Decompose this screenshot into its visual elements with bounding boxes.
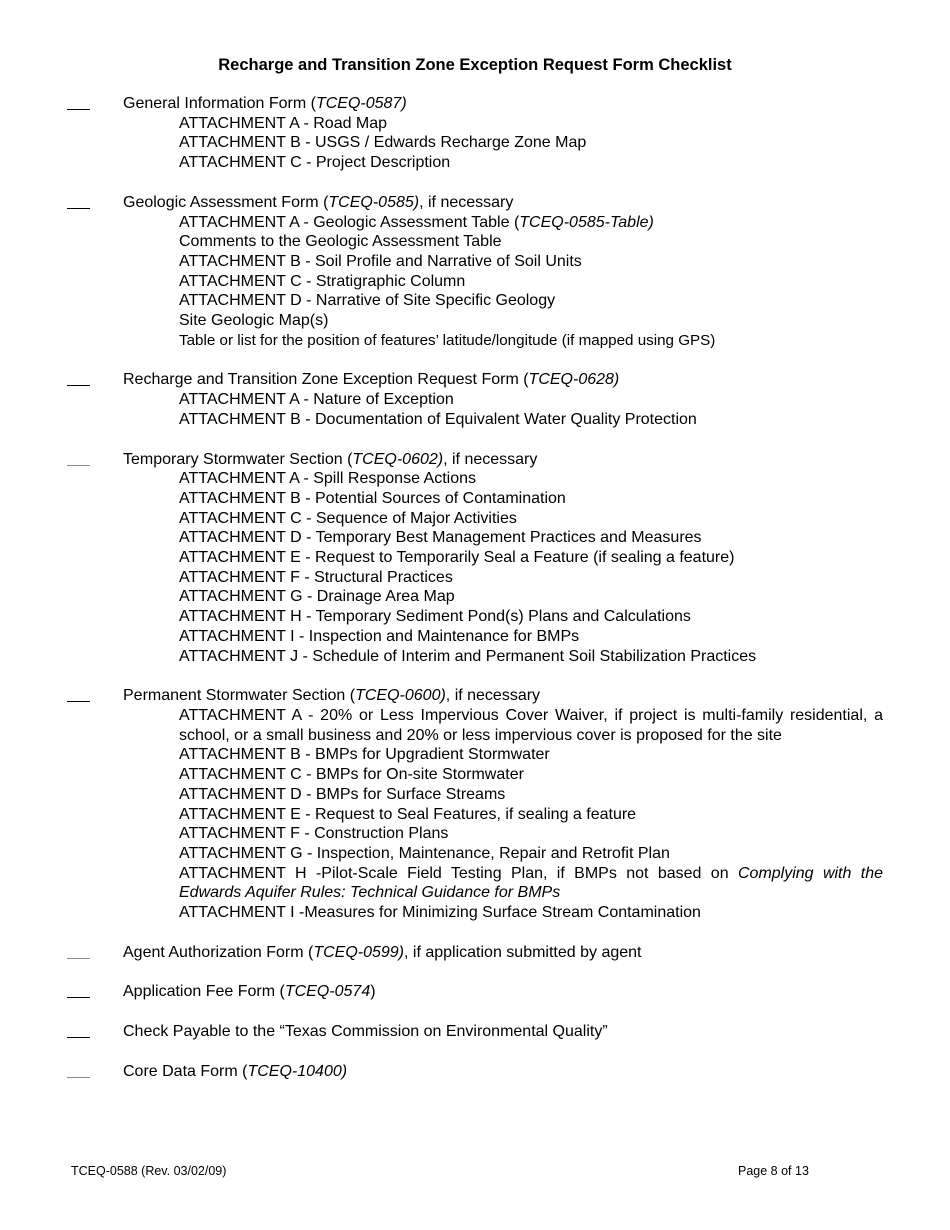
checklist-section: [0, 982, 950, 1002]
attachment-item: ATTACHMENT J - Schedule of Interim and Permanent Soil Stabilization Practices: [179, 647, 757, 665]
attachment-item: ATTACHMENT C - Project Description: [179, 154, 451, 172]
checkbox-line[interactable]: [67, 958, 90, 959]
attachment-item: ATTACHMENT C - BMPs for On-site Stormwater: [179, 766, 524, 784]
attachment-item: ATTACHMENT F - Construction Plans: [179, 825, 449, 843]
section-heading: Check Payable to the “Texas Commission on Environmental Quality”: [123, 1023, 608, 1041]
checkbox-line[interactable]: [67, 997, 90, 998]
attachment-item: ATTACHMENT B - BMPs for Upgradient Stormwater: [179, 746, 550, 764]
attachment-item: ATTACHMENT H - Temporary Sediment Pond(s) Plans and Calculations: [179, 608, 691, 626]
section-heading: Geologic Assessment Form (TCEQ-0585), if necessary: [123, 193, 514, 211]
section-heading: Recharge and Transition Zone Exception Request Form (TCEQ-0628): [123, 371, 620, 389]
attachment-item: ATTACHMENT D - Narrative of Site Specific Geology: [179, 292, 556, 310]
checkbox-line[interactable]: [67, 208, 90, 209]
page-title: Recharge and Transition Zone Exception Request Form Checklist: [218, 56, 732, 74]
section-heading: Permanent Stormwater Section (TCEQ-0600), if necessary: [123, 687, 541, 705]
section-heading: General Information Form (TCEQ-0587): [123, 95, 407, 112]
checklist-section: [0, 686, 950, 922]
attachment-item: ATTACHMENT I -Measures for Minimizing Surface Stream Contamination: [179, 904, 701, 922]
attachment-list: [179, 213, 883, 351]
checklist-section: [0, 193, 950, 351]
checkbox-line[interactable]: [67, 465, 90, 466]
attachment-item: ATTACHMENT E - Request to Temporarily Seal a Feature (if sealing a feature): [179, 549, 735, 567]
attachment-item: ATTACHMENT D - Temporary Best Management Practices and Measures: [179, 529, 702, 547]
attachment-item: ATTACHMENT A - Road Map: [179, 114, 388, 132]
checklist-section: [0, 94, 950, 173]
attachment-item: ATTACHMENT B - Soil Profile and Narrative of Soil Units: [179, 252, 582, 270]
attachment-item: ATTACHMENT B - USGS / Edwards Recharge Zone Map: [179, 134, 587, 152]
attachment-item: ATTACHMENT F - Structural Practices: [179, 568, 453, 586]
footer-form-id: TCEQ-0588 (Rev. 03/02/09): [71, 1164, 227, 1178]
checklist-section: [0, 943, 950, 963]
attachment-item: ATTACHMENT G - Inspection, Maintenance, Repair and Retrofit Plan: [179, 844, 670, 862]
checklist-section: [0, 370, 950, 429]
attachment-item: ATTACHMENT I - Inspection and Maintenance for BMPs: [179, 627, 580, 645]
attachment-item: Site Geologic Map(s): [179, 312, 329, 330]
attachment-item: ATTACHMENT A - Nature of Exception: [179, 391, 454, 409]
checkbox-line[interactable]: [67, 109, 90, 110]
attachment-item: ATTACHMENT H -Pilot-Scale Field Testing Plan, if BMPs not based on Complying with the Edwards Aquifer Rules: Technical Guidance for BMPs: [179, 864, 884, 902]
footer-page-number: Page 8 of 13: [738, 1164, 809, 1178]
attachment-item: ATTACHMENT C - Stratigraphic Column: [179, 272, 466, 290]
attachment-item: Table or list for the position of features’ latitude/longitude (if mapped using GPS): [179, 331, 716, 349]
attachment-list: [179, 706, 883, 923]
attachment-item: ATTACHMENT D - BMPs for Surface Streams: [179, 785, 506, 803]
attachment-item: ATTACHMENT B - Potential Sources of Contamination: [179, 489, 566, 507]
attachment-item: ATTACHMENT E - Request to Seal Features, if sealing a feature: [179, 805, 637, 823]
attachment-item: ATTACHMENT A - Geologic Assessment Table (TCEQ-0585-Table): [179, 213, 654, 231]
section-heading: Application Fee Form (TCEQ-0574): [123, 983, 376, 1001]
attachment-item: Comments to the Geologic Assessment Table: [179, 233, 502, 251]
checklist: [0, 94, 950, 1102]
section-heading: Temporary Stormwater Section (TCEQ-0602), if necessary: [123, 450, 538, 468]
checkbox-line[interactable]: [67, 385, 90, 386]
attachment-list: [179, 114, 883, 173]
attachment-item: ATTACHMENT G - Drainage Area Map: [179, 588, 455, 606]
section-heading: Agent Authorization Form (TCEQ-0599), if application submitted by agent: [123, 943, 642, 961]
checkbox-line[interactable]: [67, 1077, 90, 1078]
section-heading: Core Data Form (TCEQ-10400): [123, 1062, 348, 1080]
attachment-item: ATTACHMENT B - Documentation of Equivalent Water Quality Protection: [179, 410, 697, 428]
attachment-list: [179, 469, 883, 666]
checkbox-line[interactable]: [67, 701, 90, 702]
checkbox-line[interactable]: [67, 1037, 90, 1038]
checklist-section: [0, 450, 950, 667]
checklist-section: [0, 1022, 950, 1042]
attachment-item: ATTACHMENT C - Sequence of Major Activities: [179, 509, 517, 527]
attachment-item: ATTACHMENT A - Spill Response Actions: [179, 470, 476, 488]
attachment-list: [179, 390, 883, 429]
attachment-item: ATTACHMENT A - 20% or Less Impervious Cover Waiver, if project is multi-family residential, a school, or a small business and 20% or less impervious cover is proposed for the site: [179, 706, 883, 744]
checklist-section: [0, 1062, 950, 1082]
